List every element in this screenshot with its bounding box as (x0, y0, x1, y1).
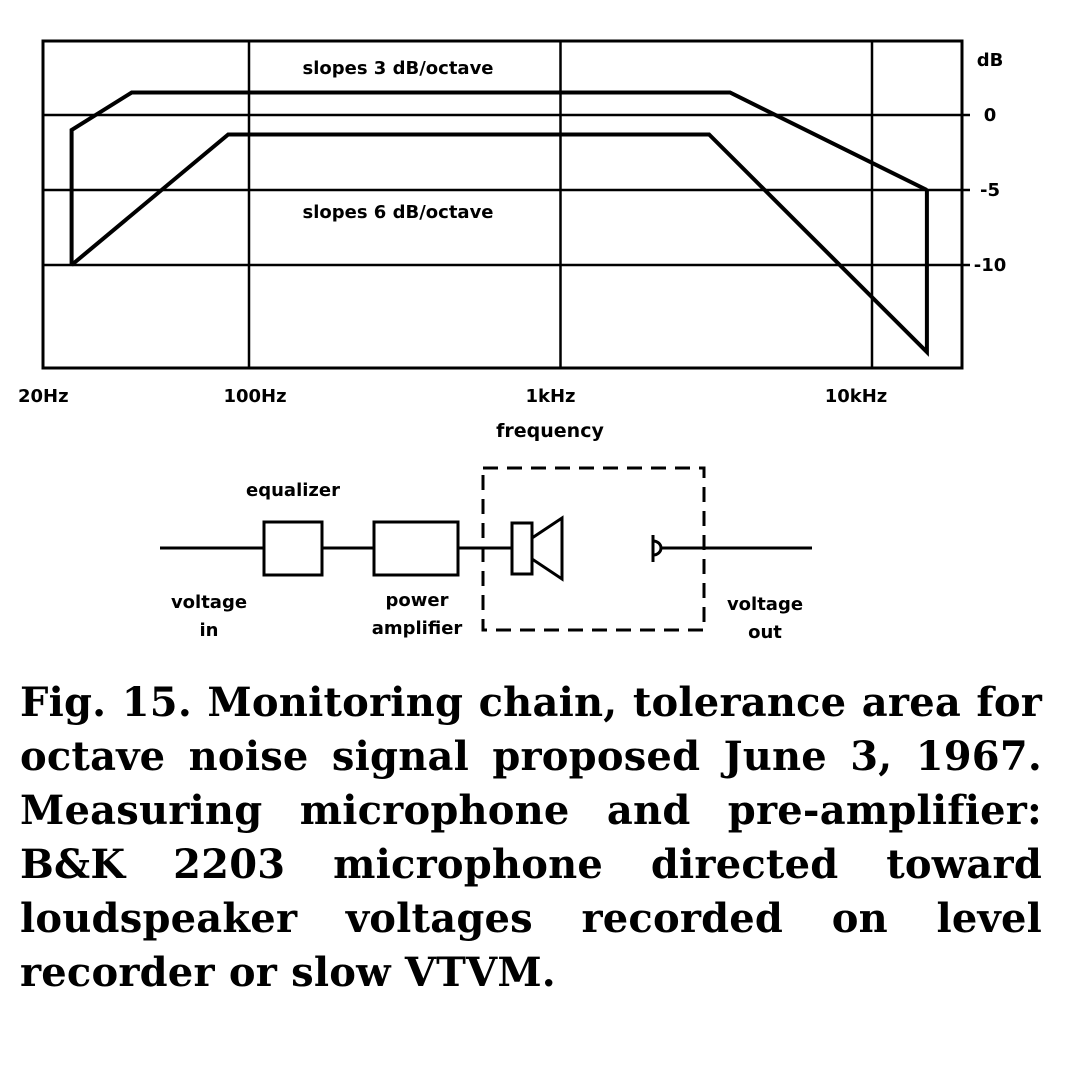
voltage-out-label-line-1: voltage (726, 594, 804, 615)
series-line-lower (72, 135, 927, 353)
figure-caption: Fig. 15. Monitoring chain, tolerance area for octave noise signal proposed June 3, 1967. Measuring microphone and pre-amplifier: B&K 2203 microphone directed toward loudspeaker voltages recorded on level recorder or slow VTVM. (20, 679, 1042, 996)
x-axis-label: frequency (496, 420, 604, 442)
x-tick-label-100hz: 100Hz (223, 386, 287, 407)
loudspeaker-icon (512, 518, 562, 579)
power-amplifier-label-line-1: power (385, 590, 449, 611)
y-tick-labels (974, 105, 1007, 276)
series-line-upper (72, 93, 927, 266)
tolerance-chart (18, 41, 1006, 442)
x-tick-label-10khz: 10kHz (824, 386, 888, 407)
x-tick-label-1khz: 1kHz (525, 386, 576, 407)
power-amplifier-block (374, 522, 458, 575)
grid-lines (43, 41, 970, 368)
diagram-labels (171, 480, 803, 643)
plot-frame (43, 41, 962, 368)
voltage-out-label-line-2: out (748, 622, 782, 643)
equalizer-label: equalizer (246, 480, 340, 501)
y-axis-unit: dB (976, 50, 1004, 71)
annotation-slopes-3db: slopes 3 dB/octave (302, 58, 494, 79)
power-amplifier-label-line-2: amplifier (371, 618, 463, 639)
tolerance-curves (72, 93, 927, 353)
voltage-in-label-line-2: in (199, 620, 219, 641)
microphone-icon (653, 535, 661, 562)
x-tick-label-20hz: 20Hz (18, 386, 69, 407)
y-tick-label-minus-5: -5 (980, 180, 1000, 201)
equalizer-block (264, 522, 322, 575)
annotation-slopes-6db: slopes 6 dB/octave (302, 202, 494, 223)
y-tick-label-0: 0 (983, 105, 997, 126)
voltage-in-label-line-1: voltage (170, 592, 248, 613)
x-tick-labels (18, 386, 887, 407)
y-tick-label-minus-10: -10 (973, 255, 1007, 276)
